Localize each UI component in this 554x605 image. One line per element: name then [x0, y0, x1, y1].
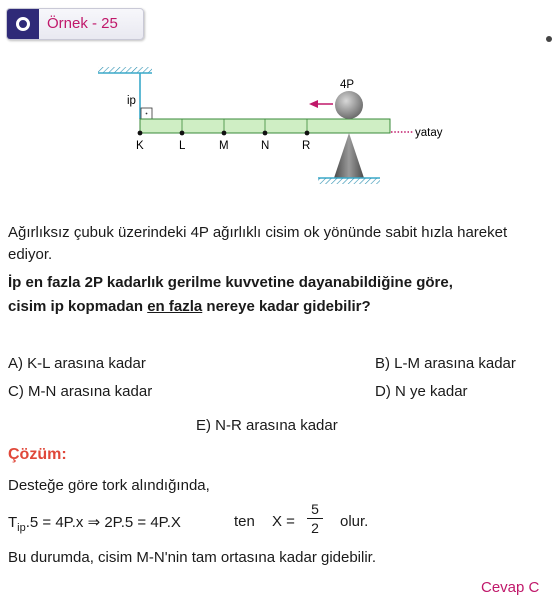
eq-t: T — [8, 514, 18, 531]
question-stem: Ağırlıksız çubuk üzerindeki 4P ağırlıklı cisim ok yönünde sabit hızla hareket ediyor. — [8, 224, 508, 263]
eq-main: .5 = 4P.x ⇒ 2P.5 = 4P.X — [25, 514, 181, 531]
option-a: A) K-L arasına kadar — [8, 355, 146, 372]
option-d: D) N ye kadar — [375, 383, 468, 400]
solution-line-1: Desteğe göre tork alındığında, — [8, 477, 210, 494]
ground — [318, 178, 380, 184]
point-label-r: R — [302, 140, 311, 152]
option-b: B) L-M arasına kadar — [375, 355, 516, 372]
eq-sub: ip — [17, 522, 26, 534]
solution-title: Çözüm: — [8, 446, 67, 463]
right-angle-marker — [141, 108, 152, 119]
fraction — [307, 500, 323, 537]
question-line-1: İp en fazla 2P kadarlık gerilme kuvvetine dayanabildiğine göre, — [8, 274, 453, 291]
solution-equation — [8, 513, 181, 534]
lever-figure — [0, 0, 554, 200]
eq-ten: ten — [234, 513, 255, 530]
point-label-k: K — [136, 140, 144, 152]
horizontal-label: yatay — [415, 127, 443, 139]
question-line-2 — [8, 296, 546, 318]
answer-label: Cevap C — [481, 579, 540, 596]
fraction-denominator: 2 — [307, 518, 323, 537]
wedge-support — [334, 133, 364, 178]
weight-ball — [335, 91, 363, 119]
question-line-2-post: nereye kadar gidebilir? — [202, 298, 371, 315]
point-label-l: L — [179, 140, 186, 152]
weight-label: 4P — [340, 79, 355, 91]
point-label-n: N — [261, 140, 270, 152]
eq-olur: olur. — [340, 513, 369, 530]
fraction-numerator: 5 — [311, 501, 319, 517]
option-c: C) M-N arasına kadar — [8, 383, 153, 400]
solution-line-3: Bu durumda, cisim M-N'nin tam ortasına kadar gidebilir. — [8, 549, 377, 566]
point-label-m: M — [219, 140, 229, 152]
badge-label: Örnek - 25 — [47, 15, 118, 32]
left-arrow-icon — [309, 100, 333, 108]
question-line-2-pre: cisim ip kopmadan — [8, 298, 148, 315]
ceiling — [98, 67, 152, 73]
eq-x: X = — [272, 513, 295, 530]
question-emphasis: en fazla — [147, 298, 203, 315]
rope-label: ip — [127, 95, 136, 107]
option-e: E) N-R arasına kadar — [196, 417, 338, 434]
